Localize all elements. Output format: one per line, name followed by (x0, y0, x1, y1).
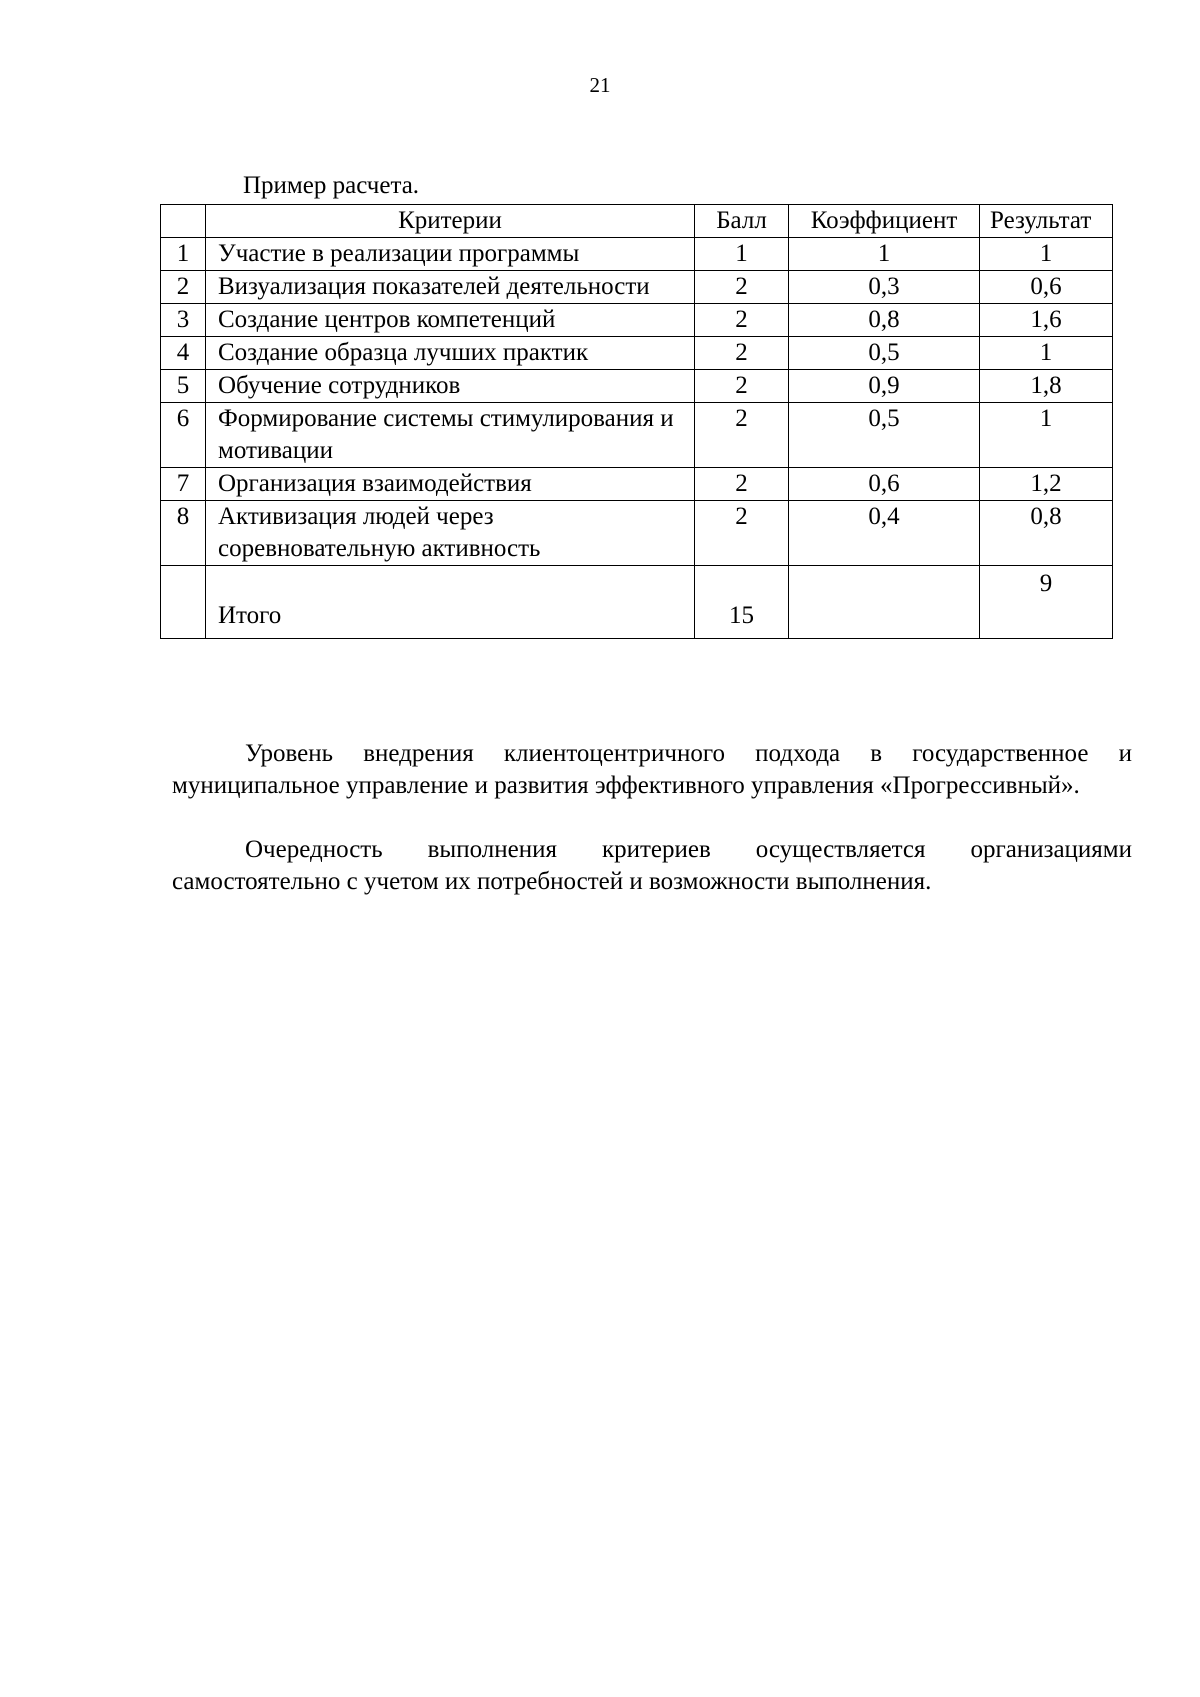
row-number: 5 (161, 370, 206, 403)
header-coefficient: Коэффициент (789, 205, 980, 238)
header-index (161, 205, 206, 238)
row-result: 1,2 (980, 468, 1113, 501)
row-result: 1,8 (980, 370, 1113, 403)
row-criteria: Создание центров компетенций (206, 304, 695, 337)
header-result: Результат (980, 205, 1113, 238)
page-number: 21 (589, 73, 611, 97)
row-score: 2 (695, 304, 789, 337)
row-number: 7 (161, 468, 206, 501)
table-row (161, 501, 1113, 566)
row-coefficient: 0,4 (789, 501, 980, 566)
row-score: 1 (695, 238, 789, 271)
row-coefficient: 0,5 (789, 337, 980, 370)
table-header-row (161, 205, 1113, 238)
table-row (161, 403, 1113, 468)
table-row (161, 370, 1113, 403)
table-row (161, 238, 1113, 271)
row-criteria: Формирование системы стимулирования и мотивации (206, 403, 695, 468)
total-score: 15 (695, 566, 789, 639)
row-score: 2 (695, 501, 789, 566)
row-coefficient: 0,8 (789, 304, 980, 337)
row-coefficient: 0,9 (789, 370, 980, 403)
row-score: 2 (695, 403, 789, 468)
row-number: 6 (161, 403, 206, 468)
total-row (161, 566, 1113, 639)
header-criteria: Критерии (206, 205, 695, 238)
table-row (161, 271, 1113, 304)
table-caption: Пример расчета. (243, 172, 420, 199)
row-number: 2 (161, 271, 206, 304)
row-result: 1 (980, 403, 1113, 468)
total-label: Итого (206, 566, 695, 639)
table-row (161, 337, 1113, 370)
row-result: 1 (980, 238, 1113, 271)
row-number: 8 (161, 501, 206, 566)
row-coefficient: 0,3 (789, 271, 980, 304)
total-index (161, 566, 206, 639)
table-row (161, 304, 1113, 337)
total-coefficient (789, 566, 980, 639)
row-criteria: Участие в реализации программы (206, 238, 695, 271)
row-criteria: Создание образца лучших практик (206, 337, 695, 370)
row-result: 0,6 (980, 271, 1113, 304)
row-score: 2 (695, 337, 789, 370)
row-number: 1 (161, 238, 206, 271)
row-coefficient: 1 (789, 238, 980, 271)
header-score: Балл (695, 205, 789, 238)
row-result: 1,6 (980, 304, 1113, 337)
row-number: 4 (161, 337, 206, 370)
row-score: 2 (695, 370, 789, 403)
row-score: 2 (695, 468, 789, 501)
row-criteria: Организация взаимодействия (206, 468, 695, 501)
row-coefficient: 0,6 (789, 468, 980, 501)
total-result: 9 (980, 566, 1113, 639)
row-criteria: Активизация людей через соревновательную активность (206, 501, 695, 566)
row-criteria: Обучение сотрудников (206, 370, 695, 403)
row-result: 1 (980, 337, 1113, 370)
row-result: 0,8 (980, 501, 1113, 566)
table-row (161, 468, 1113, 501)
calculation-table (160, 204, 1113, 639)
criteria-order-paragraph: Очередность выполнения критериев осуществляется организациями самостоятельно с учетом их потребностей и возможности выполнения. (172, 836, 1132, 895)
row-coefficient: 0,5 (789, 403, 980, 468)
row-criteria: Визуализация показателей деятельности (206, 271, 695, 304)
implementation-level-paragraph: Уровень внедрения клиентоцентричного подхода в государственное и муниципальное управление и развития эффективного управления «Прогрессивный». (172, 740, 1132, 799)
row-number: 3 (161, 304, 206, 337)
row-score: 2 (695, 271, 789, 304)
